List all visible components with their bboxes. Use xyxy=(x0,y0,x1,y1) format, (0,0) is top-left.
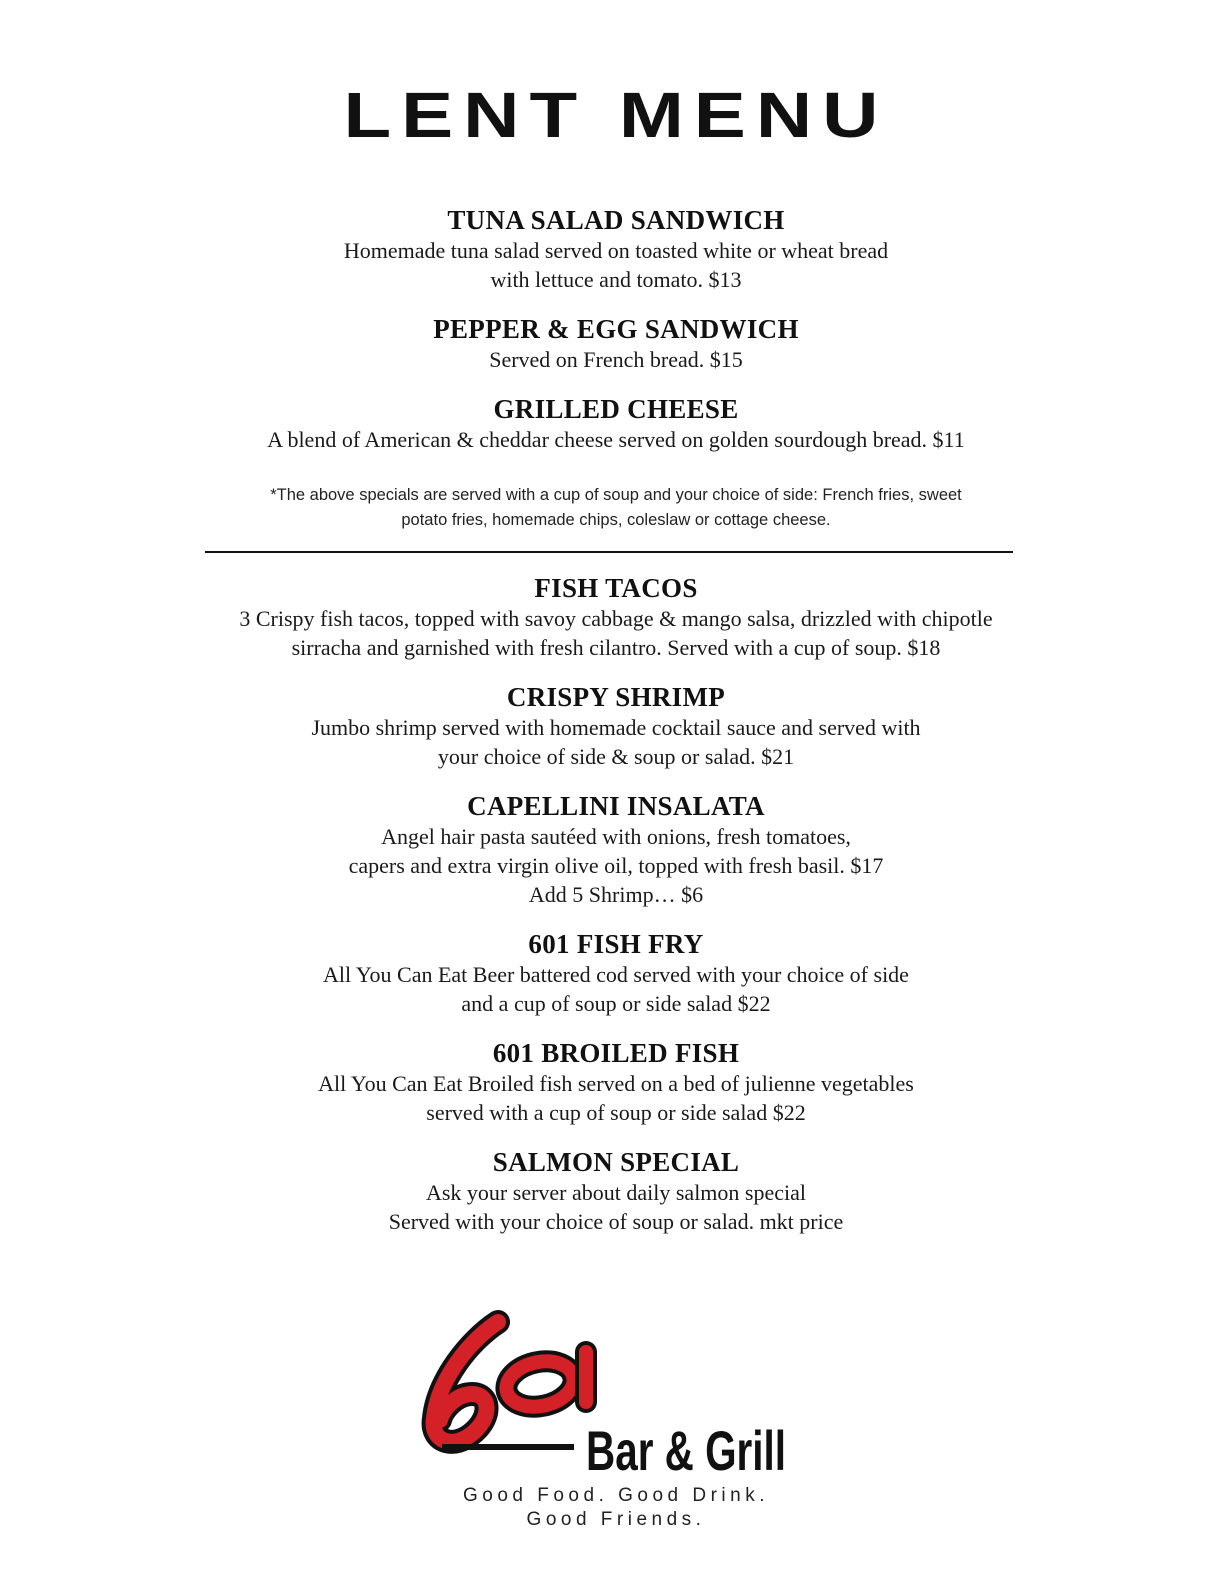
menu-item-name: PEPPER & EGG SANDWICH xyxy=(433,314,799,344)
menu-item-name: 601 BROILED FISH xyxy=(492,1038,740,1068)
section-divider xyxy=(205,551,1013,553)
menu-item-description: Ask your server about daily salmon special xyxy=(425,1180,806,1205)
menu-item-description: served with a cup of soup or side salad $22 xyxy=(426,1100,806,1125)
menu-item-description: your choice of side & soup or salad. $21 xyxy=(437,744,795,769)
menu-item xyxy=(0,1038,1232,1127)
menu-section-top xyxy=(0,205,1232,474)
menu-item-description: with lettuce and tomato. $13 xyxy=(490,267,742,292)
menu-item-description: A blend of American & cheddar cheese served on golden sourdough bread. $11 xyxy=(267,427,965,452)
menu-item-description: Jumbo shrimp served with homemade cocktail sauce and served with xyxy=(311,715,921,740)
note-line: potato fries, homemade chips, coleslaw or cottage cheese. xyxy=(401,511,831,529)
menu-item-description: and a cup of soup or side salad $22 xyxy=(461,991,771,1016)
menu-section-bottom xyxy=(0,573,1232,1256)
menu-item xyxy=(0,929,1232,1018)
menu-item-description: 3 Crispy fish tacos, topped with savoy cabbage & mango salsa, drizzled with chipotle xyxy=(239,606,993,631)
menu-item-description: All You Can Eat Beer battered cod served with your choice of side xyxy=(323,962,909,987)
note-line: *The above specials are served with a cup of soup and your choice of side: French fries, sweet xyxy=(270,486,962,504)
tagline-line: Good Friends. xyxy=(526,1509,706,1530)
menu-item xyxy=(0,314,1232,374)
menu-item-description: Served with your choice of soup or salad. mkt price xyxy=(388,1209,844,1234)
menu-item xyxy=(0,573,1232,662)
menu-item-description: Add 5 Shrimp… $6 xyxy=(528,882,704,907)
menu-item-description: All You Can Eat Broiled fish served on a bed of julienne vegetables xyxy=(318,1071,914,1096)
menu-item xyxy=(0,394,1232,454)
menu-item xyxy=(0,1147,1232,1236)
menu-item-description: capers and extra virgin olive oil, topped with fresh basil. $17 xyxy=(348,853,884,878)
tagline-line: Good Food. Good Drink. xyxy=(463,1485,769,1506)
logo-text: Bar & Grill xyxy=(586,1419,786,1482)
menu-item-description: Angel hair pasta sautéed with onions, fresh tomatoes, xyxy=(381,824,851,849)
menu-item-name: TUNA SALAD SANDWICH xyxy=(447,205,785,235)
menu-item-description: sirracha and garnished with fresh cilantro. Served with a cup of soup. $18 xyxy=(291,635,941,660)
menu-item-name: CRISPY SHRIMP xyxy=(506,682,726,712)
menu-item-description: Served on French bread. $15 xyxy=(489,347,743,372)
menu-item xyxy=(0,791,1232,909)
menu-item-name: 601 FISH FRY xyxy=(528,929,704,959)
menu-item xyxy=(0,682,1232,771)
menu-item xyxy=(0,205,1232,294)
menu-item-name: GRILLED CHEESE xyxy=(493,394,739,424)
menu-title: LENT MENU xyxy=(343,78,889,151)
menu-item-name: FISH TACOS xyxy=(534,573,698,603)
tagline xyxy=(0,1484,1232,1532)
side-note xyxy=(0,485,1232,533)
menu-item-name: SALMON SPECIAL xyxy=(492,1147,740,1177)
menu-item-description: Homemade tuna salad served on toasted white or wheat bread xyxy=(343,238,889,263)
restaurant-logo xyxy=(420,1310,800,1510)
menu-item-name: CAPELLINI INSALATA xyxy=(467,791,765,821)
